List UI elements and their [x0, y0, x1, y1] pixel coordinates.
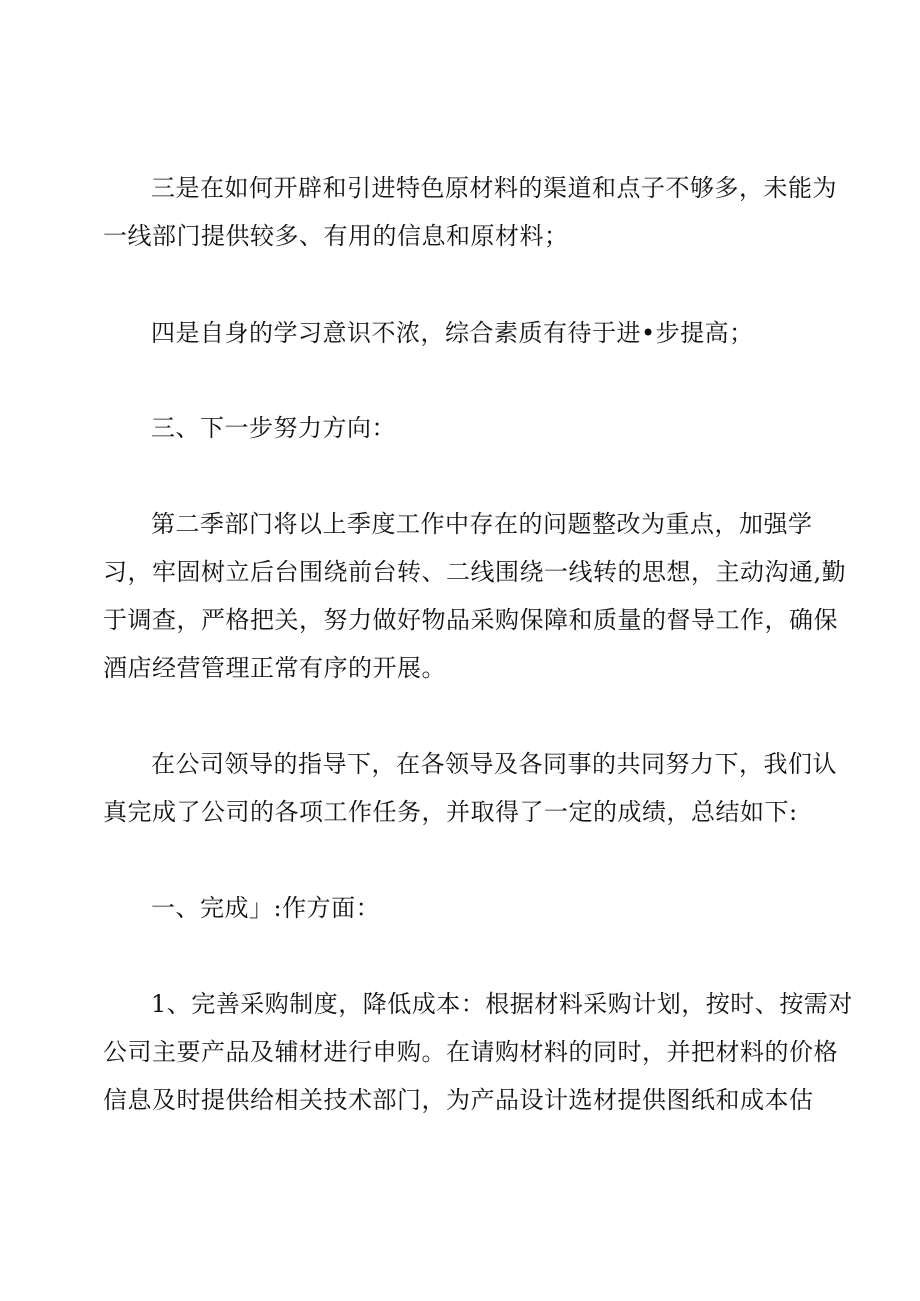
paragraph-line: 酒店经营管理正常有序的开展。 — [103, 654, 446, 682]
paragraph-line: 于调查，严格把关，努力做好物品采购保障和质量的督导工作，确保 — [103, 606, 838, 634]
paragraph-line: 三是在如何开辟和引进特色原材料的渠道和点子不够多，未能为 — [151, 174, 837, 202]
paragraph-line: 1、完善采购制度，降低成本：根据材料采购计划，按时、按需对 — [151, 990, 853, 1018]
section-heading: 一、完成」:作方面： — [151, 894, 381, 922]
paragraph-line: 四是自身的学习意识不浓，综合素质有待于进•步提高； — [151, 319, 754, 347]
paragraph-line: 第二季部门将以上季度工作中存在的问题整改为重点，加强学 — [151, 510, 813, 538]
paragraph-line: 信息及时提供给相关技术部门，为产品设计选材提供图纸和成本估 — [103, 1086, 814, 1114]
section-heading: 三、下一步努力方向： — [151, 414, 396, 442]
paragraph-line: 真完成了公司的各项工作任务，并取得了一定的成绩，总结如下: — [103, 798, 798, 826]
paragraph-line: 一线部门提供较多、有用的信息和原材料； — [103, 222, 569, 250]
paragraph-line: 公司主要产品及辅材进行申购。在请购材料的同时，并把材料的价格 — [103, 1038, 838, 1066]
paragraph-line: 习，牢固树立后台围绕前台转、二线围绕一线转的思想，主动沟通,勤 — [103, 558, 847, 586]
paragraph-line: 在公司领导的指导下，在各领导及各同事的共同努力下，我们认 — [151, 750, 837, 778]
